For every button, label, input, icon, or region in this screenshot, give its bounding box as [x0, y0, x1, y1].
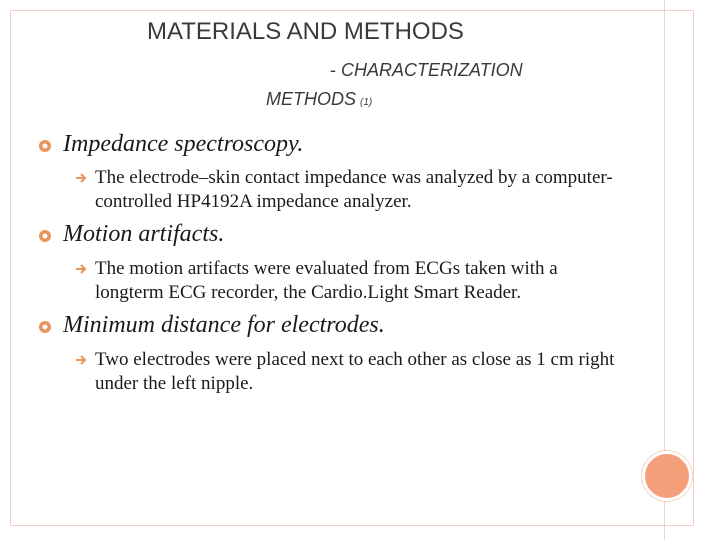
item-heading-motion: Motion artifacts.	[63, 221, 225, 247]
slide-title: MATERIALS AND METHODS	[147, 18, 464, 45]
arrow-bullet-icon	[74, 171, 88, 185]
item-detail-motion: The motion artifacts were evaluated from ECGs taken with a longterm ECG recorder, the Cardio.Light Smart Reader.	[95, 258, 558, 303]
item-detail-impedance: The electrode–skin contact impedance was analyzed by a computer-controlled HP4192A impedance analyzer.	[95, 167, 613, 212]
item-heading-impedance: Impedance spectroscopy.	[63, 131, 304, 157]
gear-bullet-icon	[38, 320, 52, 334]
slide-subtitle	[266, 56, 576, 117]
subtitle-dash: -	[330, 60, 341, 80]
item-detail-distance: Two electrodes were placed next to each other as close as 1 cm right under the left nipple.	[95, 349, 615, 394]
subtitle-reference: (1)	[360, 97, 373, 108]
decorative-circle	[642, 451, 692, 501]
subtitle-text-2: METHODS	[266, 89, 356, 109]
gear-bullet-icon	[38, 229, 52, 243]
subtitle-line-2	[266, 85, 576, 117]
arrow-bullet-icon	[74, 353, 88, 367]
subtitle-line-1	[266, 56, 576, 85]
arrow-bullet-icon	[74, 262, 88, 276]
gear-bullet-icon	[38, 139, 52, 153]
item-heading-distance: Minimum distance for electrodes.	[63, 312, 385, 338]
subtitle-text-1: CHARACTERIZATION	[341, 60, 523, 80]
